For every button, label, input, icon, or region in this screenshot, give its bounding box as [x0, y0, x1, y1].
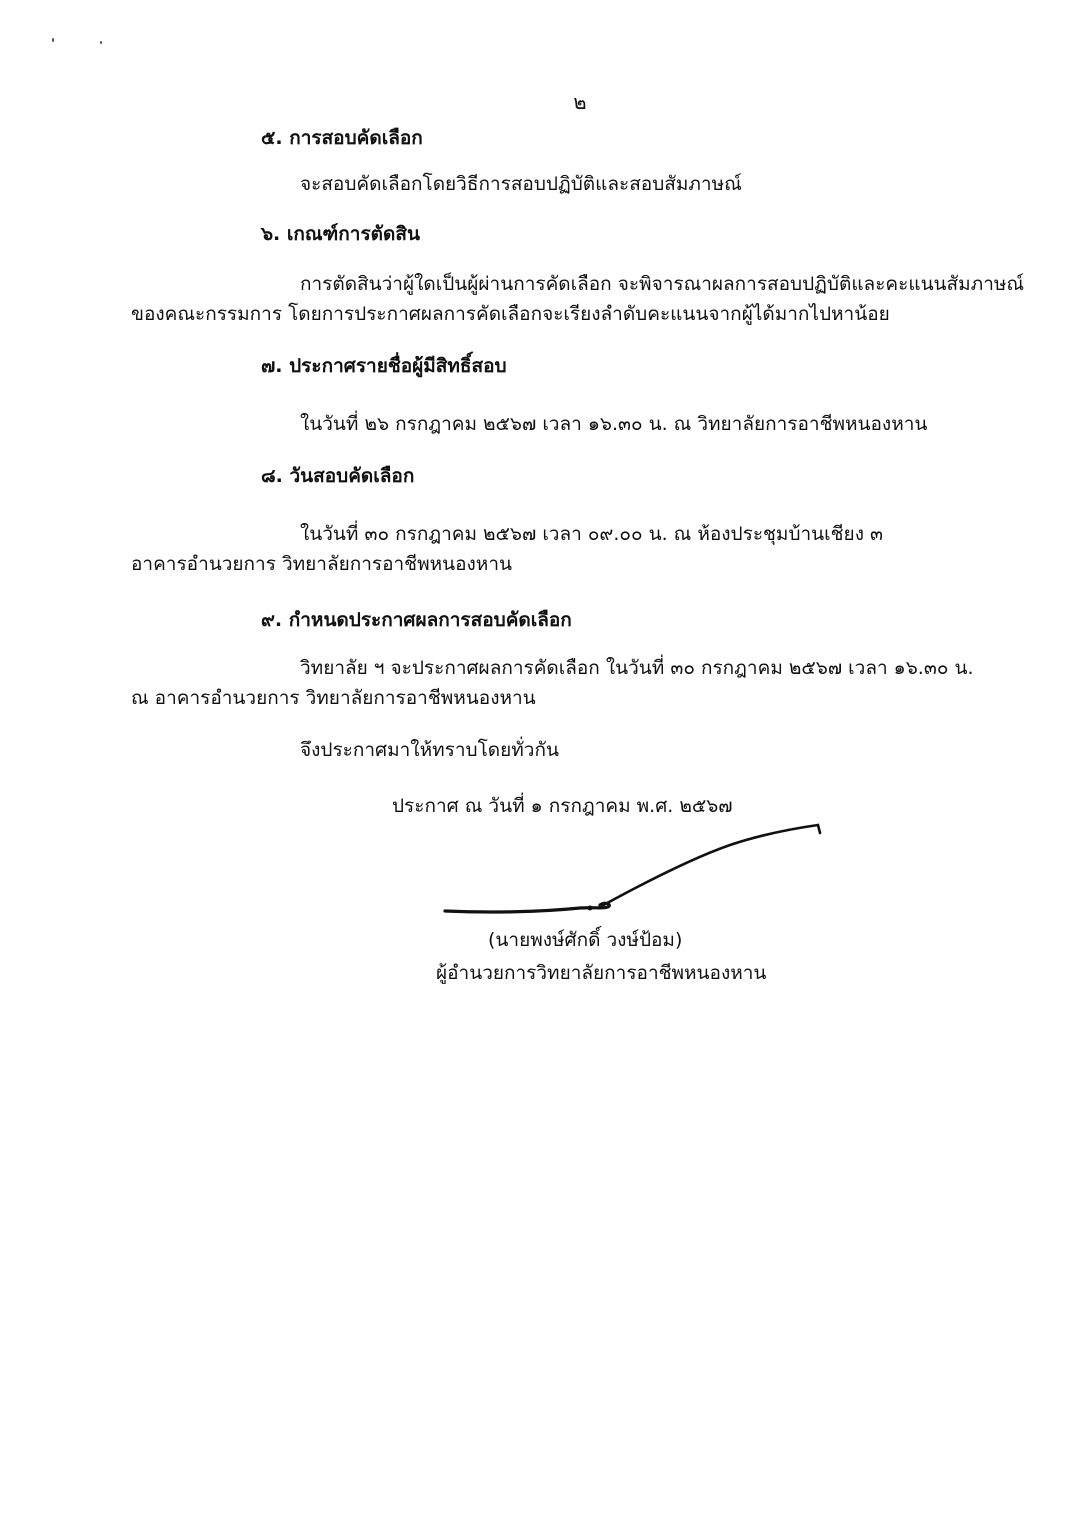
section-6-line-2: ของคณะกรรมการ โดยการประกาศผลการคัดเลือกจะเรียงลำดับคะแนนจากผู้ได้มากไปหาน้อย — [131, 303, 890, 325]
closing-statement: จึงประกาศมาให้ทราบโดยทั่วกัน — [300, 739, 559, 761]
announcement-date: ประกาศ ณ วันที่ ๑ กรกฎาคม พ.ศ. ๒๕๖๗ — [392, 795, 733, 817]
handwritten-signature — [430, 815, 830, 925]
section-9-line-1: วิทยาลัย ฯ จะประกาศผลการคัดเลือก ในวันที่ ๓๐ กรกฎาคม ๒๕๖๗ เวลา ๑๖.๓๐ น. — [300, 657, 974, 679]
signatory-name: (นายพงษ์ศักดิ์ วงษ์ป้อม) — [488, 929, 683, 951]
section-8-line-2: อาคารอำนวยการ วิทยาลัยการอาชีพหนองหาน — [131, 553, 512, 575]
section-5-heading: ๕. การสอบคัดเลือก — [261, 127, 423, 149]
signatory-position: ผู้อำนวยการวิทยาลัยการอาชีพหนองหาน — [436, 962, 767, 984]
scan-speck — [100, 41, 102, 44]
section-7-heading: ๗. ประกาศรายชื่อผู้มีสิทธิ์สอบ — [261, 355, 507, 377]
section-6-heading: ๖. เกณฑ์การตัดสิน — [261, 223, 420, 245]
section-9-heading: ๙. กำหนดประกาศผลการสอบคัดเลือก — [261, 609, 572, 631]
section-5-body: จะสอบคัดเลือกโดยวิธีการสอบปฏิบัติและสอบสัมภาษณ์ — [300, 173, 742, 195]
page-number: ๒ — [573, 90, 587, 114]
scan-speck — [52, 38, 54, 42]
section-9-line-2: ณ อาคารอำนวยการ วิทยาลัยการอาชีพหนองหาน — [131, 687, 536, 709]
section-6-line-1: การตัดสินว่าผู้ใดเป็นผู้ผ่านการคัดเลือก จะพิจารณาผลการสอบปฏิบัติและคะแนนสัมภาษณ์ — [300, 273, 1025, 295]
section-8-line-1: ในวันที่ ๓๐ กรกฎาคม ๒๕๖๗ เวลา ๐๙.๐๐ น. ณ ห้องประชุมบ้านเชียง ๓ — [300, 523, 883, 545]
section-8-heading: ๘. วันสอบคัดเลือก — [261, 465, 415, 487]
section-7-body: ในวันที่ ๒๖ กรกฎาคม ๒๕๖๗ เวลา ๑๖.๓๐ น. ณ วิทยาลัยการอาชีพหนองหาน — [300, 413, 928, 435]
